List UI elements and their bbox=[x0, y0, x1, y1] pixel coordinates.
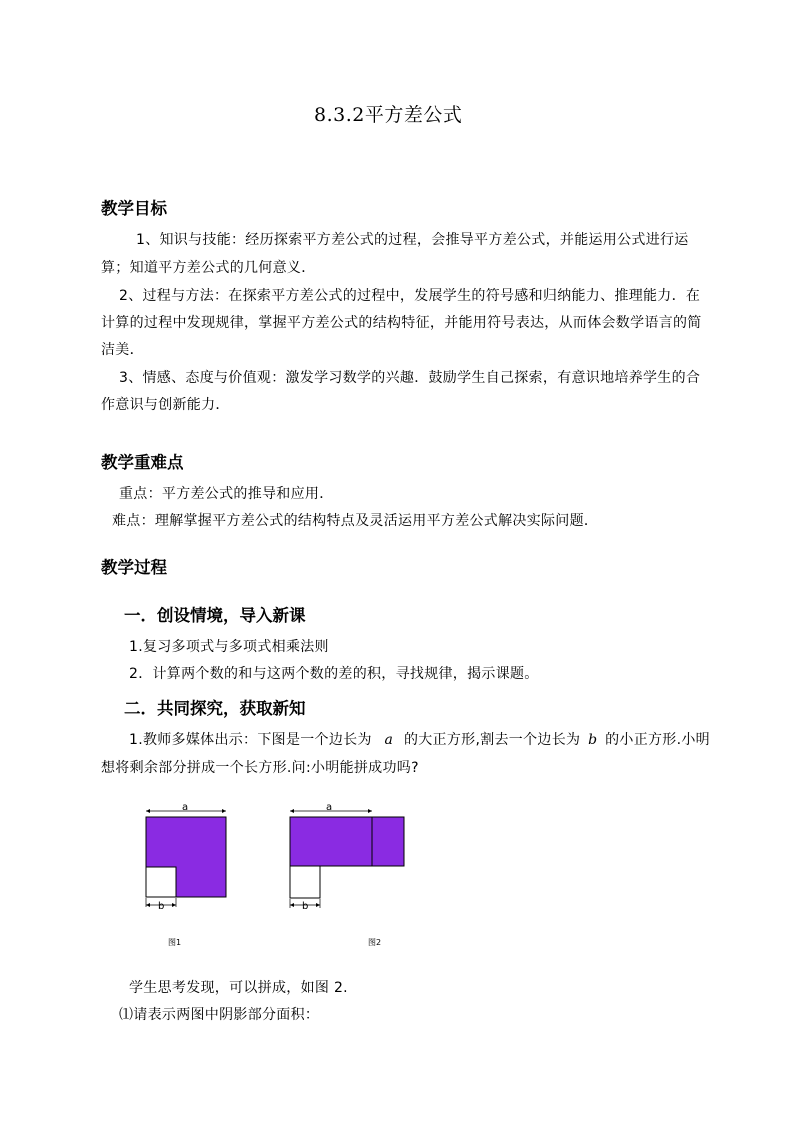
objective-3-line-2: 作意识与创新能力． bbox=[101, 397, 230, 413]
after-figure-line-2: ⑴请表示两图中阴影部分面积： bbox=[119, 1007, 320, 1023]
question-text-b: 的大正方形,割去一个边长为 bbox=[403, 732, 581, 748]
figure-1-label-b: b bbox=[158, 901, 165, 912]
variable-b: b bbox=[588, 732, 598, 748]
figure-2-caption: 图2 bbox=[368, 938, 382, 947]
objective-2-line-3: 洁美． bbox=[101, 342, 144, 358]
difficult-point: 难点：理解掌握平方差公式的结构特点及灵活运用平方差公式解决实际问题． bbox=[112, 513, 599, 529]
objective-1-line-2: 算；知道平方差公式的几何意义． bbox=[101, 260, 316, 276]
heading-process: 教学过程 bbox=[101, 558, 167, 577]
figures-diagram bbox=[130, 795, 430, 965]
figure-2 bbox=[290, 802, 404, 947]
objective-3-line-1: 3、情感、态度与价值观：激发学习数学的兴趣．鼓励学生自己探索，有意识地培养学生的合 bbox=[119, 370, 701, 386]
question-line-2: 想将剩余部分拼成一个长方形.问:小明能拼成功吗? bbox=[101, 760, 419, 776]
key-point: 重点：平方差公式的推导和应用． bbox=[119, 486, 334, 502]
subheading-1: 一．创设情境，导入新课 bbox=[124, 606, 306, 625]
after-figure-line-1: 学生思考发现，可以拼成，如图 2. bbox=[129, 980, 348, 996]
variable-a: a bbox=[384, 732, 394, 748]
figure-2-label-a: a bbox=[326, 802, 333, 813]
figure-2-label-b: b bbox=[302, 901, 309, 912]
objective-1-line-1: 1、知识与技能：经历探索平方差公式的过程，会推导平方差公式，并能运用公式进行运 bbox=[136, 232, 689, 248]
objective-2-line-1: 2、过程与方法：在探索平方差公式的过程中，发展学生的符号感和归纳能力、推理能力．在 bbox=[119, 288, 701, 304]
question-text-c: 的小正方形.小明 bbox=[605, 732, 710, 748]
figure-2-small-square bbox=[290, 866, 320, 898]
figure-2-shaded-left bbox=[290, 817, 372, 866]
process-item-1: 1.复习多项式与多项式相乘法则 bbox=[129, 639, 329, 655]
process-item-2: 2．计算两个数的和与这两个数的差的积，寻找规律，揭示课题。 bbox=[129, 666, 539, 682]
question-line-1 bbox=[129, 729, 710, 749]
question-text-a: 1.教师多媒体出示：下图是一个边长为 bbox=[129, 732, 372, 748]
figure-1-caption: 图1 bbox=[168, 938, 182, 947]
figure-1-label-a: a bbox=[182, 802, 189, 813]
figure-1 bbox=[146, 802, 226, 947]
figure-2-shaded-right bbox=[372, 817, 404, 866]
heading-keypoints: 教学重难点 bbox=[101, 453, 184, 472]
figure-1-small-square bbox=[146, 867, 176, 897]
heading-objectives: 教学目标 bbox=[101, 199, 167, 218]
subheading-2: 二．共同探究，获取新知 bbox=[124, 699, 306, 718]
objective-2-line-2: 计算的过程中发现规律，掌握平方差公式的结构特征，并能用符号表达，从而体会数学语言的简 bbox=[101, 315, 702, 331]
page-title: 8.3.2平方差公式 bbox=[314, 104, 463, 126]
